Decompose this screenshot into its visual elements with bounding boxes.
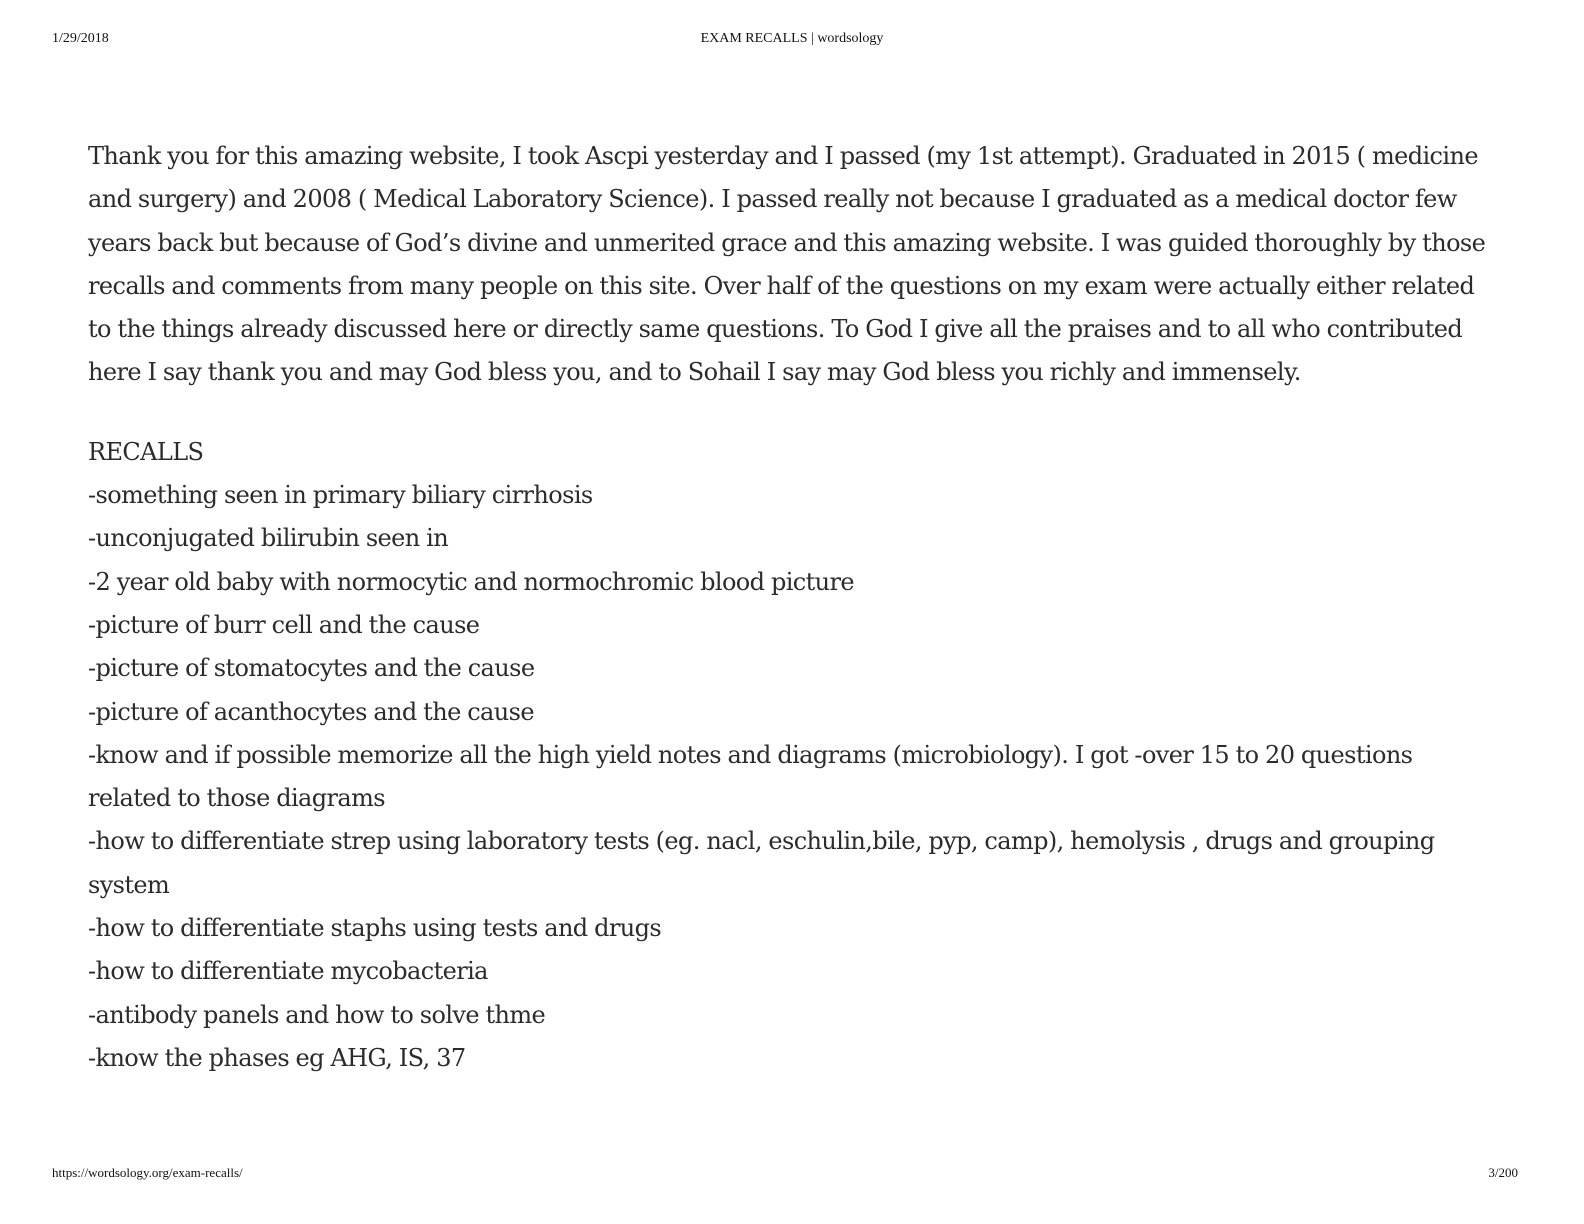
recall-item: -picture of acanthocytes and the cause bbox=[88, 697, 534, 726]
page-number: 3/200 bbox=[1488, 1165, 1518, 1180]
print-date: 1/29/2018 bbox=[52, 31, 109, 46]
recalls-heading: RECALLS bbox=[88, 437, 204, 466]
recall-item: -2 year old baby with normocytic and normochromic blood picture bbox=[88, 567, 855, 596]
recall-item: -know and if possible memorize all the high yield notes and diagrams (microbiology). I got -over 15 to 20 questions related to those diagrams bbox=[88, 740, 1413, 813]
recall-item: -how to differentiate strep using laboratory tests (eg. nacl, eschulin,bile, pyp, camp), hemolysis , drugs and grouping system bbox=[88, 827, 1435, 899]
recall-item: -unconjugated bilirubin seen in bbox=[88, 524, 449, 553]
intro-paragraph: Thank you for this amazing website, I took Ascpi yesterday and I passed (my 1st attempt). Graduated in 2015 ( medicine and surgery) and 2008 ( Medical Laboratory Science). I passed really not because I graduated as a medical doctor few years back but because of God’s divine and unmerited grace and this amazing website. I was guided thoroughly by those recalls and comments from many people on this site. Over half of the questions on my exam were actually either related to the things already discussed here or directly same questions. To God I give all the praises and to all who contributed here I say thank you and may God bless you, and to Sohail I say may God bless you richly and immensely. bbox=[88, 142, 1486, 387]
recall-item: -picture of burr cell and the cause bbox=[88, 610, 480, 639]
recall-item: -picture of stomatocytes and the cause bbox=[88, 654, 535, 683]
recall-item: -something seen in primary biliary cirrhosis bbox=[88, 481, 593, 510]
recall-item: -antibody panels and how to solve thme bbox=[88, 1000, 546, 1029]
recall-item: -know the phases eg AHG, IS, 37 bbox=[88, 1043, 466, 1072]
page-url[interactable]: https://wordsology.org/exam-recalls/ bbox=[52, 1165, 243, 1180]
page-title: EXAM RECALLS | wordsology bbox=[700, 31, 884, 46]
recalls-list bbox=[88, 431, 1498, 1080]
comment-body bbox=[88, 135, 1498, 1080]
recall-item: -how to differentiate staphs using tests and drugs bbox=[88, 914, 662, 943]
recall-item: -how to differentiate mycobacteria bbox=[88, 957, 488, 986]
